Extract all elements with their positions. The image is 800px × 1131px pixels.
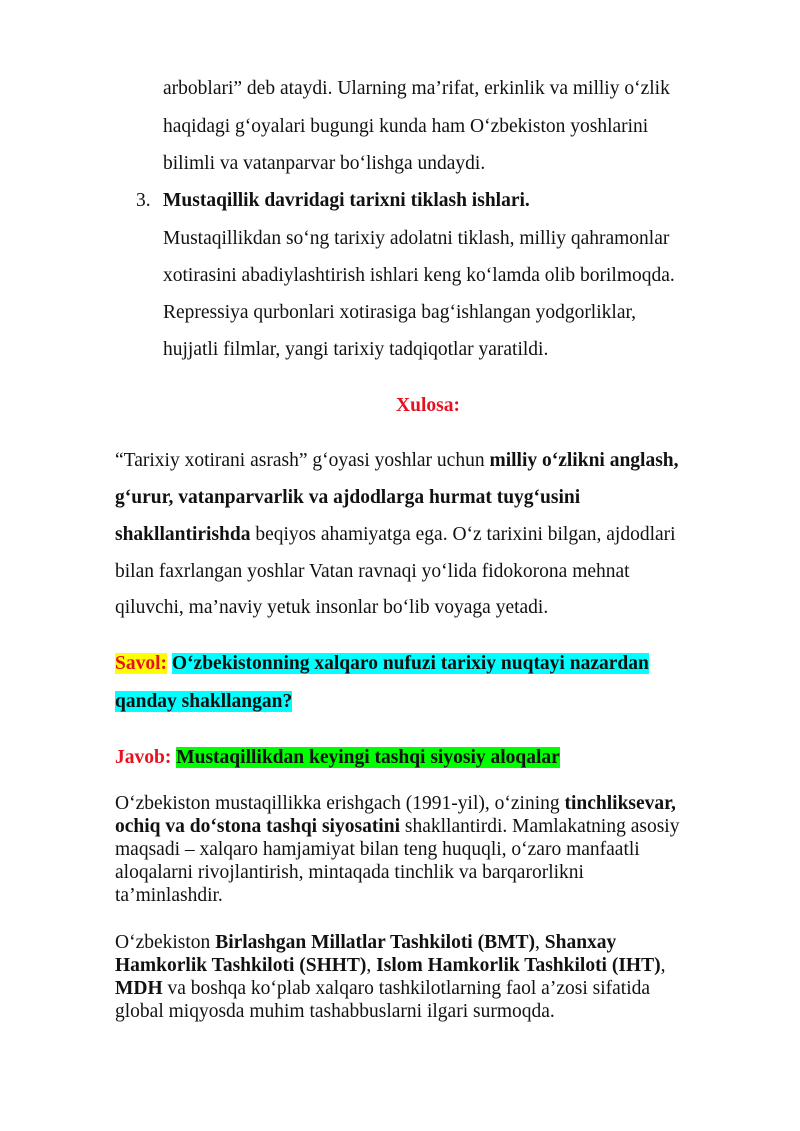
- question-line: [115, 653, 649, 675]
- body-text-line: xotirasini abadiylashtirish ishlari keng ko‘lamda olib borilmoqda.: [163, 265, 675, 286]
- body-text-line: arboblari” deb ataydi. Ularning ma’rifat, erkinlik va milliy o‘zlik: [163, 78, 670, 99]
- conclusion-heading: Xulosa:: [396, 395, 460, 416]
- body-text-line: haqidagi g‘oyalari bugungi kunda ham O‘zbekiston yoshlarini: [163, 116, 649, 137]
- paragraph-line: global miqyosda muhim tashabbuslarni ilgari surmoqda.: [115, 1001, 555, 1022]
- body-text-line: Mustaqillikdan so‘ng tarixiy adolatni tiklash, milliy qahramonlar: [163, 228, 670, 249]
- paragraph-line: ta’minlashdir.: [115, 885, 223, 906]
- paragraph-line: ochiq va do‘stona tashqi siyosatini shakllantirdi. Mamlakatning asosiy: [115, 816, 680, 837]
- question-label: Savol:: [115, 653, 168, 674]
- answer-paragraph: [115, 792, 679, 907]
- answer-paragraph: [115, 931, 665, 1023]
- question-line: [115, 691, 292, 713]
- body-text-line: Repressiya qurbonlari xotirasiga bag‘ishlangan yodgorliklar,: [163, 302, 637, 323]
- body-text-line: hujjatli filmlar, yangi tarixiy tadqiqotlar yaratildi.: [163, 339, 549, 360]
- list-number: 3.: [136, 190, 151, 211]
- paragraph-line: MDH va boshqa ko‘plab xalqaro tashkilotlarning faol a’zosi sifatida: [115, 978, 651, 999]
- paragraph-line: Hamkorlik Tashkiloti (SHHT), Islom Hamkorlik Tashkiloti (IHT),: [115, 955, 666, 976]
- conclusion-line: qiluvchi, ma’naviy yetuk insonlar bo‘lib voyaga yetadi.: [115, 597, 549, 618]
- conclusion-line: “Tarixiy xotirani asrash” g‘oyasi yoshlar uchun milliy o‘zlikni anglash,: [115, 450, 679, 471]
- answer-label: Javob:: [115, 747, 172, 768]
- question-text: O‘zbekistonning xalqaro nufuzi tarixiy nuqtayi nazardan: [171, 653, 649, 674]
- paragraph-line: aloqalarni rivojlantirish, mintaqada tinchlik va barqarorlikni: [115, 862, 584, 883]
- conclusion-line: bilan faxrlangan yoshlar Vatan ravnaqi yo‘lida fidokorona mehnat: [115, 561, 630, 582]
- answer-subheading: Mustaqillikdan keyingi tashqi siyosiy aloqalar: [176, 747, 560, 768]
- paragraph-line: maqsadi – xalqaro hamjamiyat bilan teng huquqli, o‘zaro manfaatli: [115, 839, 640, 860]
- conclusion-line: g‘urur, vatanparvarlik va ajdodlarga hurmat tuyg‘usini: [115, 487, 581, 508]
- paragraph-line: O‘zbekiston Birlashgan Millatlar Tashkiloti (BMT), Shanxay: [115, 932, 617, 953]
- body-text-line: bilimli va vatanparvar bo‘lishga undaydi.: [163, 153, 486, 174]
- list-item-title: Mustaqillik davridagi tarixni tiklash ishlari.: [163, 190, 530, 211]
- conclusion-line: shakllantirishda beqiyos ahamiyatga ega. O‘z tarixini bilgan, ajdodlari: [115, 524, 676, 545]
- paragraph-line: O‘zbekiston mustaqillikka erishgach (1991-yil), o‘zining tinchliksevar,: [115, 793, 676, 814]
- answer-line: [115, 747, 560, 769]
- question-text: qanday shakllangan?: [115, 691, 293, 712]
